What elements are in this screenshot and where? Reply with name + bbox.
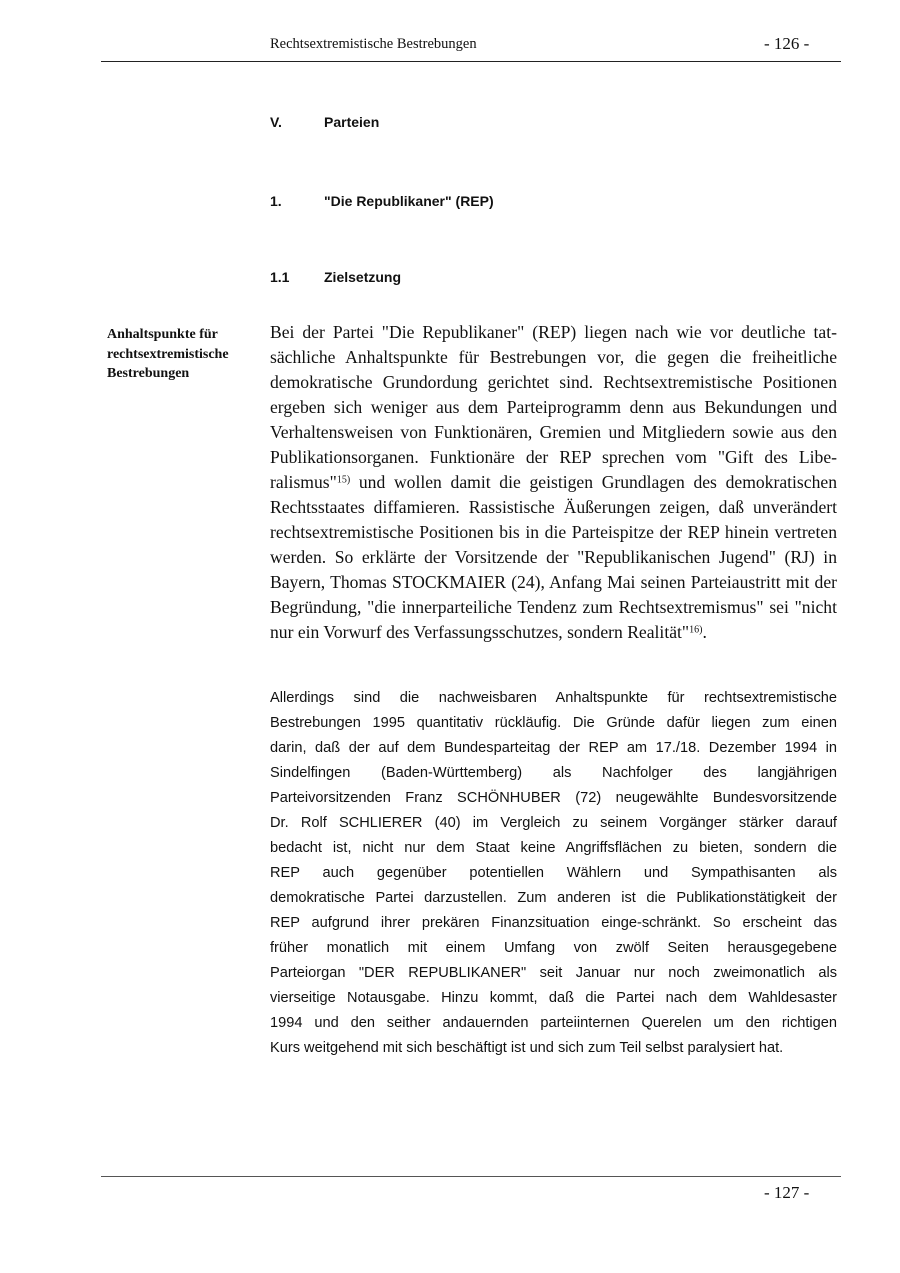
- running-header-title: Rechtsextremistische Bestrebungen: [270, 36, 477, 52]
- paragraph-line: Bestrebungen 1995 quantitativ rückläufig. Die Gründe dafür liegen zum einen: [270, 715, 837, 731]
- subsection-heading: [270, 269, 401, 285]
- paragraph-text: Bei der Partei "Die Republikaner" (REP) liegen nach wie vor deutliche tatsächliche Anhaltspunkte für Bestrebungen vor, die gegen die freiheitliche demokratische Grundordung gerichtet sind. Rechtsextremistische Positionen ergeben sich weniger aus dem Parteiprogramm denn aus Bekundungen und Verhaltensweisen von Funktionären, Gremien und Mitgliedern sowie aus den Publikationsorganen. Funktionäre der REP sprechen vom "Gift des Liberalismus": [270, 322, 837, 492]
- paragraph-line: bedacht ist, nicht nur dem Staat keine Angriffsflächen zu bieten, sondern die: [270, 840, 837, 856]
- paragraph-line: Dr. Rolf SCHLIERER (40) im Vergleich zu seinem Vorgänger stärker darauf: [270, 815, 837, 831]
- footer-page-number: - 127 -: [764, 1183, 810, 1202]
- margin-note-line: Anhaltspunkte für: [107, 327, 218, 342]
- paragraph-line: Kurs weitgehend mit sich beschäftigt ist und sich zum Teil selbst paralysiert hat.: [270, 1040, 784, 1056]
- subsection-number: 1.1: [270, 269, 290, 285]
- paragraph-line: REP auch gegenüber potentiellen Wählern und Sympathisanten als: [270, 865, 837, 881]
- paragraph-line: demokratische Partei darzustellen. Zum anderen ist die Publikationstätigkeit der: [270, 890, 837, 906]
- paragraph-text: .: [702, 622, 707, 642]
- paragraph-text: und wollen damit die geistigen Grundlagen des demokratischen Rechtsstaates diffamieren. Rassistische Äußerungen zeigen, daß unverändert rechtsextremistische Positionen bis in die Parteispitze der REP hinein vertreten werden. So erklärte der Vorsitzende der "Republikanischen Jugend" (RJ) in Bayern, Thomas STOCKMAIER (24), Anfang Mai seinen Parteiaustritt mit der Begründung, "die innerparteiliche Tendenz zum Rechtsextremismus" sei "nicht nur ein Vorwurf des Verfassungsschutzes, sondern Realität": [270, 472, 837, 642]
- header-rule: [101, 61, 841, 62]
- chapter-title: "Die Republikaner" (REP): [324, 193, 494, 209]
- subsection-title: Zielsetzung: [324, 269, 402, 285]
- footnote-reference: 16): [689, 624, 703, 636]
- chapter-heading: [270, 193, 494, 209]
- header-page-number: - 126 -: [764, 34, 810, 53]
- section-number: V.: [270, 114, 282, 130]
- section-title: Parteien: [324, 114, 380, 130]
- paragraph-line: Parteivorsitzenden Franz SCHÖNHUBER (72) neugewählte Bundesvorsitzende: [270, 790, 837, 806]
- footnote-reference: 15): [336, 474, 351, 486]
- chapter-number: 1.: [270, 193, 282, 209]
- paragraph-line: Parteiorgan "DER REPUBLIKANER" seit Januar nur noch zweimonatlich als: [270, 965, 837, 981]
- paragraph-line: darin, daß der auf dem Bundesparteitag der REP am 17./18. Dezember 1994 in: [270, 740, 837, 756]
- margin-note-line: Bestrebungen: [107, 366, 190, 381]
- margin-note-line: rechtsextremistische: [107, 346, 229, 362]
- paragraph-line: Sindelfingen (Baden-Württemberg) als Nachfolger des langjährigen: [270, 765, 837, 781]
- body-paragraph-2: [270, 686, 837, 1061]
- paragraph-line: REP aufgrund ihrer prekären Finanzsituation einge-schränkt. So erscheint das: [270, 915, 837, 931]
- section-heading: [270, 114, 379, 130]
- paragraph-line: Allerdings sind die nachweisbaren Anhaltspunkte für rechtsextremistische: [270, 690, 837, 706]
- paragraph-line: vierseitige Notausgabe. Hinzu kommt, daß die Partei nach dem Wahldesaster: [270, 990, 837, 1006]
- body-paragraph-1: [270, 320, 837, 645]
- paragraph-line: 1994 und den seither andauernden parteiinternen Querelen um den richtigen: [270, 1015, 837, 1031]
- paragraph-line: früher monatlich mit einem Umfang von zwölf Seiten herausgegebene: [270, 940, 837, 956]
- footer-rule: [101, 1176, 841, 1177]
- margin-note: [107, 325, 257, 384]
